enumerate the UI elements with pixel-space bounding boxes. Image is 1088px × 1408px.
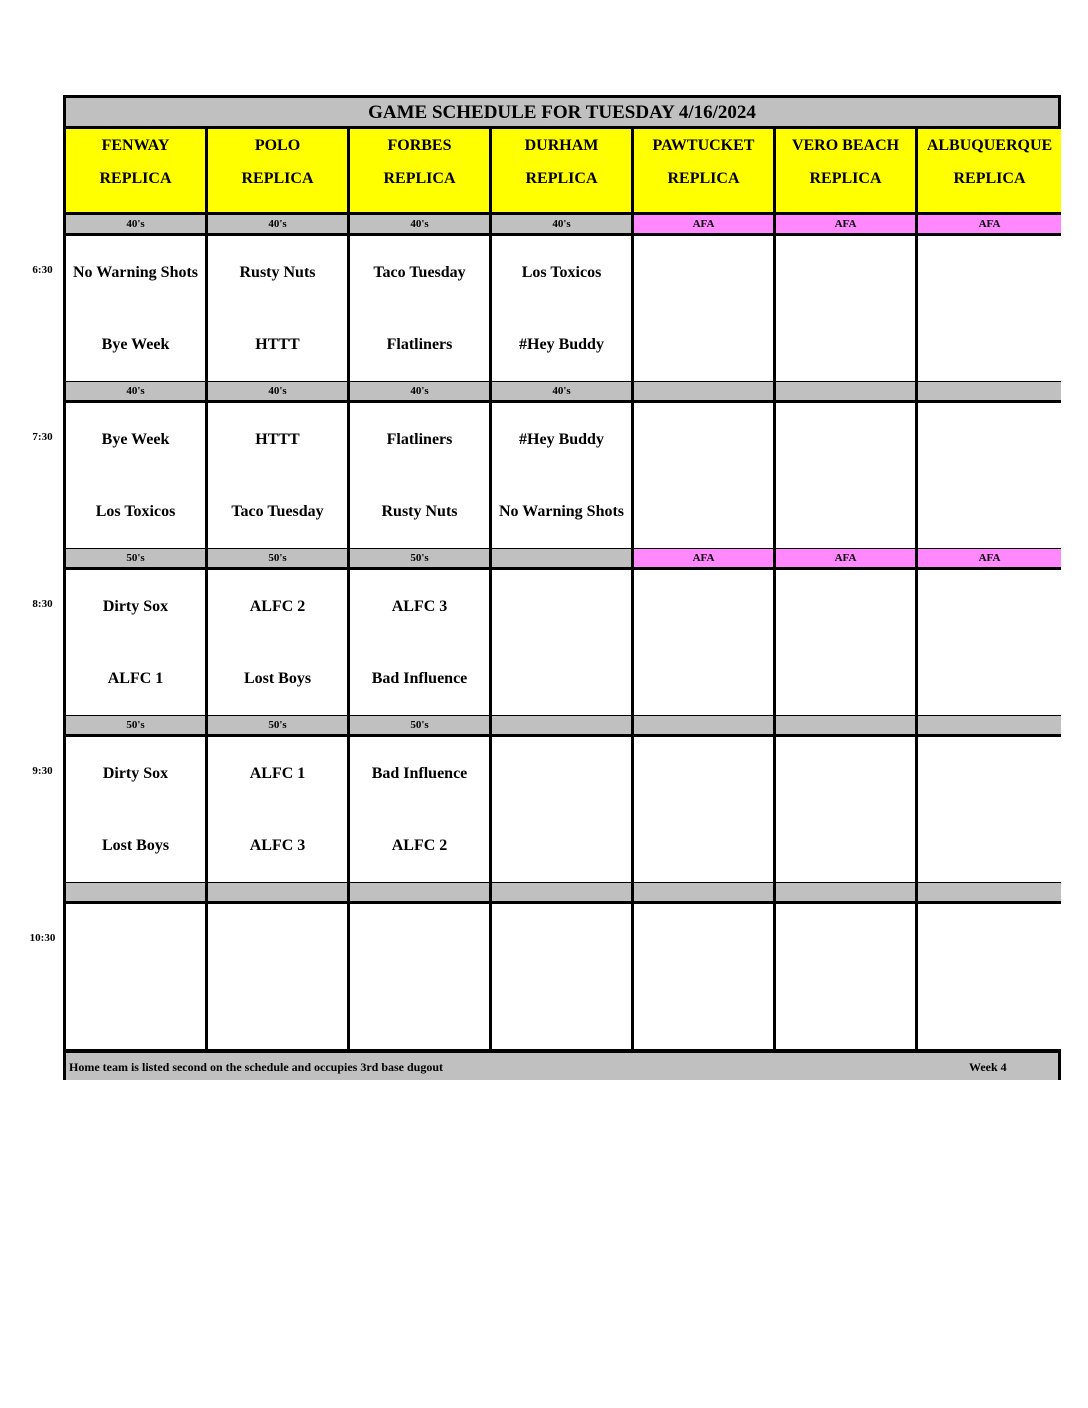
division-band xyxy=(776,716,915,734)
field-subtitle: REPLICA xyxy=(809,170,882,187)
game-cell xyxy=(492,737,631,882)
away-team: Dirty Sox xyxy=(102,764,169,782)
division-band: 50's xyxy=(208,549,347,567)
division-band: AFA xyxy=(634,549,773,567)
division-band xyxy=(66,883,205,901)
game-cell xyxy=(66,236,205,381)
division-band: 50's xyxy=(208,716,347,734)
away-team: Bye Week xyxy=(101,430,170,448)
time-label: 8:30 xyxy=(32,598,53,610)
division-band: 50's xyxy=(66,549,205,567)
home-team: Rusty Nuts xyxy=(381,502,458,520)
field-subtitle: REPLICA xyxy=(525,170,598,187)
home-team: Lost Boys xyxy=(243,669,312,687)
home-team: No Warning Shots xyxy=(498,502,625,520)
away-team xyxy=(780,918,911,962)
division-band: AFA xyxy=(918,215,1061,233)
home-team: Bye Week xyxy=(101,335,170,353)
home-team: Taco Tuesday xyxy=(231,502,324,520)
division-band: 40's xyxy=(66,215,205,233)
division-band: 40's xyxy=(208,382,347,400)
game-cell xyxy=(350,403,489,548)
away-team xyxy=(780,751,911,795)
field-header xyxy=(634,129,773,212)
away-team xyxy=(922,417,1057,461)
field-name: VERO BEACH xyxy=(791,137,900,154)
field-subtitle: REPLICA xyxy=(241,170,314,187)
away-team: Los Toxicos xyxy=(521,263,602,281)
away-team xyxy=(638,918,769,962)
game-cell xyxy=(634,403,773,548)
division-band xyxy=(776,382,915,400)
division-band: 50's xyxy=(66,716,205,734)
footer-note: Home team is listed second on the schedule and occupies 3rd base dugout xyxy=(69,1060,444,1074)
division-band xyxy=(918,382,1061,400)
away-team xyxy=(780,584,911,628)
away-team: Taco Tuesday xyxy=(373,263,466,281)
home-team xyxy=(638,990,769,1034)
game-cell xyxy=(66,570,205,715)
home-team: Lost Boys xyxy=(101,836,170,854)
time-label: 6:30 xyxy=(32,264,53,276)
away-team: Bad Influence xyxy=(371,764,468,782)
field-header xyxy=(492,129,631,212)
home-team: Bad Influence xyxy=(371,669,468,687)
away-team: Flatliners xyxy=(386,430,453,448)
game-cell xyxy=(918,236,1061,381)
away-team xyxy=(922,751,1057,795)
game-cell xyxy=(350,737,489,882)
game-cell xyxy=(350,570,489,715)
division-band xyxy=(208,883,347,901)
home-team xyxy=(496,990,627,1034)
home-team: ALFC 2 xyxy=(391,836,448,854)
division-band xyxy=(350,883,489,901)
division-band: 50's xyxy=(350,549,489,567)
game-cell xyxy=(918,904,1061,1049)
field-header xyxy=(350,129,489,212)
home-team xyxy=(780,322,911,366)
home-team xyxy=(780,823,911,867)
game-cell xyxy=(918,570,1061,715)
division-band xyxy=(918,883,1061,901)
game-cell xyxy=(350,904,489,1049)
home-team xyxy=(70,990,201,1034)
game-cell xyxy=(776,570,915,715)
home-team: ALFC 3 xyxy=(249,836,306,854)
away-team: HTTT xyxy=(255,430,300,448)
division-band: 40's xyxy=(208,215,347,233)
time-label: 10:30 xyxy=(29,932,56,944)
game-cell xyxy=(776,737,915,882)
field-name: FENWAY xyxy=(101,137,170,154)
game-cell xyxy=(66,904,205,1049)
away-team: Dirty Sox xyxy=(102,597,169,615)
away-team xyxy=(496,918,627,962)
schedule-sheet xyxy=(63,95,1061,1080)
division-band xyxy=(492,716,631,734)
away-team xyxy=(70,918,201,962)
division-band xyxy=(492,549,631,567)
game-cell xyxy=(208,904,347,1049)
away-team xyxy=(354,918,485,962)
home-team xyxy=(922,489,1057,533)
home-team xyxy=(638,322,769,366)
game-cell xyxy=(634,737,773,882)
week-label: Week 4 xyxy=(969,1060,1007,1074)
field-subtitle: REPLICA xyxy=(383,170,456,187)
home-team xyxy=(638,823,769,867)
home-team xyxy=(496,823,627,867)
away-team: No Warning Shots xyxy=(72,263,199,281)
division-band: 40's xyxy=(350,215,489,233)
division-band: 50's xyxy=(350,716,489,734)
field-header xyxy=(208,129,347,212)
division-band xyxy=(634,382,773,400)
division-band: 40's xyxy=(66,382,205,400)
away-team xyxy=(638,584,769,628)
schedule-footer xyxy=(66,1053,1058,1080)
division-band: 40's xyxy=(350,382,489,400)
game-cell xyxy=(208,570,347,715)
field-name: FORBES xyxy=(387,137,452,154)
away-team: ALFC 3 xyxy=(391,597,448,615)
division-band xyxy=(918,716,1061,734)
home-team xyxy=(354,990,485,1034)
division-band: AFA xyxy=(776,549,915,567)
home-team xyxy=(780,489,911,533)
division-band: 40's xyxy=(492,382,631,400)
division-band: AFA xyxy=(918,549,1061,567)
field-name: POLO xyxy=(254,137,301,154)
division-band: AFA xyxy=(634,215,773,233)
away-team xyxy=(780,417,911,461)
game-cell xyxy=(918,737,1061,882)
home-team xyxy=(780,656,911,700)
game-cell xyxy=(492,570,631,715)
field-header xyxy=(66,129,205,212)
home-team xyxy=(212,990,343,1034)
field-subtitle: REPLICA xyxy=(99,170,172,187)
division-band xyxy=(492,883,631,901)
home-team: Los Toxicos xyxy=(95,502,176,520)
field-header xyxy=(918,129,1061,212)
away-team xyxy=(496,584,627,628)
game-cell xyxy=(634,570,773,715)
game-cell xyxy=(66,403,205,548)
game-cell xyxy=(208,236,347,381)
game-cell xyxy=(776,403,915,548)
home-team: ALFC 1 xyxy=(107,669,164,687)
field-name: DURHAM xyxy=(524,137,599,154)
field-subtitle: REPLICA xyxy=(667,170,740,187)
home-team: #Hey Buddy xyxy=(519,335,604,353)
home-team xyxy=(922,322,1057,366)
time-label: 9:30 xyxy=(32,765,53,777)
away-team xyxy=(212,918,343,962)
game-cell xyxy=(492,403,631,548)
game-cell xyxy=(776,236,915,381)
division-band: AFA xyxy=(776,215,915,233)
home-team xyxy=(922,656,1057,700)
away-team xyxy=(922,584,1057,628)
away-team xyxy=(922,918,1057,962)
division-band xyxy=(776,883,915,901)
game-cell xyxy=(492,904,631,1049)
game-cell xyxy=(776,904,915,1049)
time-label: 7:30 xyxy=(32,431,53,443)
game-cell xyxy=(208,737,347,882)
field-name: PAWTUCKET xyxy=(652,137,755,154)
division-band: 40's xyxy=(492,215,631,233)
away-team: #Hey Buddy xyxy=(519,430,604,448)
away-team: ALFC 2 xyxy=(249,597,306,615)
division-band xyxy=(634,883,773,901)
home-team: HTTT xyxy=(255,335,300,353)
game-cell xyxy=(634,904,773,1049)
home-team xyxy=(496,656,627,700)
game-cell xyxy=(350,236,489,381)
field-name: ALBUQUERQUE xyxy=(926,137,1053,154)
game-cell xyxy=(208,403,347,548)
game-cell xyxy=(66,737,205,882)
field-header xyxy=(776,129,915,212)
away-team: Rusty Nuts xyxy=(239,263,316,281)
away-team xyxy=(638,417,769,461)
field-subtitle: REPLICA xyxy=(953,170,1026,187)
away-team xyxy=(780,250,911,294)
game-cell xyxy=(492,236,631,381)
home-team xyxy=(638,656,769,700)
home-team xyxy=(922,990,1057,1034)
division-band xyxy=(634,716,773,734)
away-team xyxy=(496,751,627,795)
game-cell xyxy=(918,403,1061,548)
away-team xyxy=(922,250,1057,294)
home-team xyxy=(922,823,1057,867)
home-team: Flatliners xyxy=(386,335,453,353)
away-team xyxy=(638,751,769,795)
away-team: ALFC 1 xyxy=(249,764,306,782)
home-team xyxy=(780,990,911,1034)
away-team xyxy=(638,250,769,294)
game-cell xyxy=(634,236,773,381)
home-team xyxy=(638,489,769,533)
schedule-title: GAME SCHEDULE FOR TUESDAY 4/16/2024 xyxy=(66,98,1058,126)
